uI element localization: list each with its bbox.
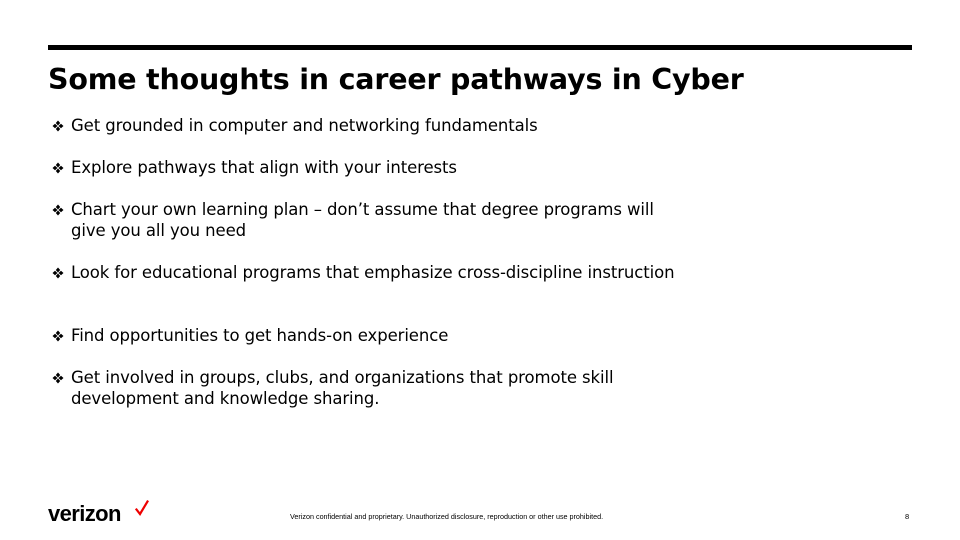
bullet-text: Get grounded in computer and networking fundamentals bbox=[71, 116, 538, 135]
bullet-text: Explore pathways that align with your interests bbox=[71, 158, 457, 177]
diamond-bullet-icon bbox=[52, 120, 64, 132]
confidential-notice: Verizon confidential and proprietary. Unauthorized disclosure, reproduction or other use prohibited. bbox=[290, 512, 604, 521]
diamond-bullet-icon bbox=[52, 204, 64, 216]
bullet-text: Find opportunities to get hands-on experience bbox=[71, 326, 449, 345]
verizon-logo bbox=[48, 500, 158, 528]
page-number: 8 bbox=[905, 512, 910, 521]
logo-wordmark: verizon bbox=[48, 501, 121, 526]
bullet-text: Look for educational programs that emphasize cross-discipline instruction bbox=[71, 263, 675, 282]
diamond-bullet-icon bbox=[52, 162, 64, 174]
bullet-text: Chart your own learning plan – don’t assume that degree programs will give you all you need bbox=[71, 200, 654, 240]
diamond-bullet-icon bbox=[52, 267, 64, 279]
checkmark-icon bbox=[135, 500, 149, 516]
diamond-bullet-icon bbox=[52, 330, 64, 342]
slide-title: Some thoughts in career pathways in Cyber bbox=[48, 63, 744, 96]
bullet-text: Get involved in groups, clubs, and organizations that promote skill development and knowledge sharing. bbox=[71, 368, 614, 408]
diamond-bullet-icon bbox=[52, 372, 64, 384]
